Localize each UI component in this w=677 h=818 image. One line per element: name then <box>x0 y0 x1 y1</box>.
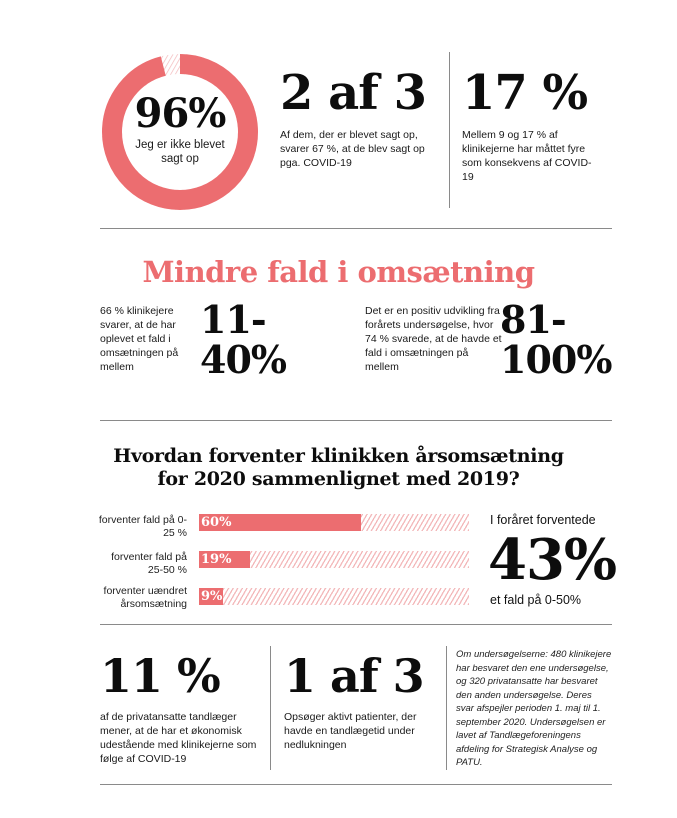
stat-11-big: 11 % <box>100 649 220 703</box>
divider-vertical-top <box>449 52 450 208</box>
bar-label-1: forventer fald på 0-25 % <box>98 514 187 539</box>
bar-track-3 <box>199 588 469 605</box>
fald-left-text: 66 % klinikejere svarer, at de har oplevet et fald i omsætningen på mellem <box>100 305 179 373</box>
stat-17-text: Mellem 9 og 17 % af klinikejerne har måttet fyre som konsekvens af COVID-19 <box>462 129 592 183</box>
bar-pct-1: 60% <box>201 515 232 530</box>
divider-4 <box>100 784 612 785</box>
divider-1 <box>100 228 612 229</box>
fald-left-big-1: 11- <box>200 297 266 342</box>
donut-label: Jeg er ikke blevet sagt op <box>135 139 225 165</box>
fald-left-big-2: 40% <box>200 337 286 382</box>
side-big-value: 43% <box>488 527 617 593</box>
stat-1af3-text: Opsøger aktivt patienter, der havde en tandlægetid under nedlukningen <box>284 711 417 751</box>
side-bottom-text: et fald på 0-50% <box>490 593 582 607</box>
stat-11-text: af de privatansatte tandlæger mener, at de har et økonomisk udestående med klinikejerne som følge af COVID-19 <box>100 711 257 765</box>
section-heading-forventning-2: for 2020 sammenlignet med 2019? <box>157 468 520 490</box>
donut-big-value: 96% <box>134 90 226 137</box>
bar-label-3: forventer uændret årsomsætning <box>103 585 187 610</box>
survey-note: Om undersøgelserne: 480 klinikejere har besvaret den ene undersøgelse, og 320 privatansatte har besvaret den anden undersøgelse. Deres svar afspejler perioden 1. maj til 1. september 2020. Undersøgelsen er lavet af Tandlægeforeningens afdeling for Strategisk Analyse og PATU. <box>456 649 612 768</box>
bar-label-2: forventer fald på 25-50 % <box>111 551 187 576</box>
bar-pct-2: 19% <box>201 552 232 567</box>
section-heading-forventning-1: Hvordan forventer klinikken årsomsætning <box>113 445 564 467</box>
stat-2af3-text: Af dem, der er blevet sagt op, svarer 67 %, at de blev sagt op pga. COVID-19 <box>280 129 425 169</box>
bar-track-1 <box>199 514 469 531</box>
bar-track-2 <box>199 551 469 568</box>
divider-vertical-bottom-2 <box>446 646 447 770</box>
fald-right-big-2: 100% <box>500 337 612 382</box>
stat-1af3-big: 1 af 3 <box>284 649 424 703</box>
bar-pct-3: 9% <box>201 589 223 604</box>
stat-17-big: 17 % <box>462 65 588 121</box>
section-heading-omsaetning: Mindre fald i omsætning <box>142 255 535 289</box>
divider-2 <box>100 420 612 421</box>
fald-right-big-1: 81- <box>500 297 566 342</box>
fald-right-text: Det er en positiv udvikling fra forårets undersøgelse, hvor 74 % svarede, at de havde et fald i omsætningen på mellem <box>365 305 502 373</box>
side-top-text: I foråret forventede <box>490 513 596 527</box>
divider-3 <box>100 624 612 625</box>
divider-vertical-bottom-1 <box>270 646 271 770</box>
stat-2af3-big: 2 af 3 <box>280 65 426 121</box>
